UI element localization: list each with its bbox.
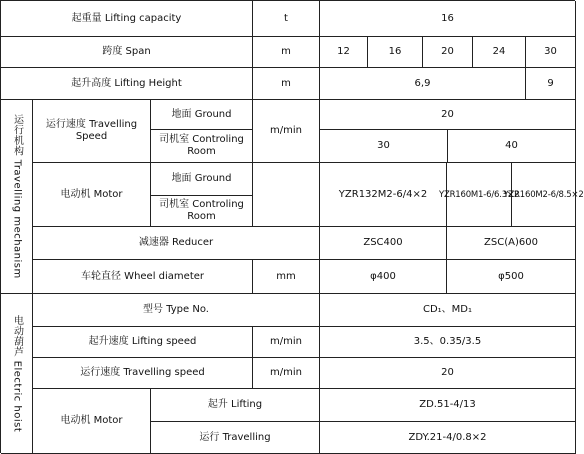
span-unit: m [253, 37, 320, 68]
hoist-type-label: 型号 Type No. [33, 294, 320, 327]
span-value: 24 [473, 37, 526, 68]
hoist-travelling-speed-value: 20 [320, 358, 576, 389]
reducer-value: ZSC(A)600 [447, 227, 576, 260]
travelling-speed-room-label: 司机室 Controling Room [151, 130, 253, 163]
span-value: 12 [320, 37, 368, 68]
travelling-motor-unit-blank [253, 163, 320, 227]
lifting-capacity-label: 起重量 Lifting capacity [1, 1, 253, 37]
hoist-motor-label: 电动机 Motor [33, 389, 151, 454]
lifting-height-value: 9 [526, 68, 576, 100]
hoist-travelling-speed-label: 运行速度 Travelling speed [33, 358, 253, 389]
travelling-motor-value: YZR160M1-6/6.3×2 [447, 163, 512, 227]
travelling-speed-label: 运行速度 Travelling Speed [33, 100, 151, 163]
hoist-lifting-speed-value: 3.5、0.35/3.5 [320, 327, 576, 358]
wheel-diameter-label: 车轮直径 Wheel diameter [33, 260, 253, 294]
span-label: 跨度 Span [1, 37, 253, 68]
travelling-motor-room-label: 司机室 Controling Room [151, 196, 253, 227]
span-value: 16 [368, 37, 423, 68]
hoist-travelling-speed-unit: m/min [253, 358, 320, 389]
hoist-motor-travelling-value: ZDY.21-4/0.8×2 [320, 422, 576, 454]
lifting-capacity-unit: t [253, 1, 320, 37]
hoist-motor-lifting-value: ZD.51-4/13 [320, 389, 576, 422]
electric-hoist-group-label: 电动葫芦 Electric hoist [1, 294, 33, 454]
wheel-diameter-value: φ500 [447, 260, 576, 294]
wheel-diameter-value: φ400 [320, 260, 447, 294]
reducer-value: ZSC400 [320, 227, 447, 260]
lifting-height-label: 起升高度 Lifting Height [1, 68, 253, 100]
travelling-mechanism-group-label: 运行机构 Travelling mechanism [1, 100, 33, 294]
travelling-speed-room-value: 40 [448, 130, 576, 163]
travelling-motor-ground-label: 地面 Ground [151, 163, 253, 196]
span-value: 20 [423, 37, 473, 68]
hoist-motor-travelling-label: 运行 Travelling [151, 422, 320, 454]
lifting-height-value: 6,9 [320, 68, 526, 100]
hoist-lifting-speed-label: 起升速度 Lifting speed [33, 327, 253, 358]
span-value: 30 [526, 37, 576, 68]
travelling-speed-ground-label: 地面 Ground [151, 100, 253, 130]
travelling-motor-value: YZR132M2-6/4×2 [320, 163, 447, 227]
hoist-type-value: CD₁、MD₁ [320, 294, 576, 327]
travelling-speed-unit: m/min [253, 100, 320, 163]
reducer-label: 减速器 Reducer [33, 227, 320, 260]
wheel-diameter-unit: mm [253, 260, 320, 294]
hoist-motor-lifting-label: 起升 Lifting [151, 389, 320, 422]
travelling-motor-label: 电动机 Motor [33, 163, 151, 227]
hoist-lifting-speed-unit: m/min [253, 327, 320, 358]
lifting-height-unit: m [253, 68, 320, 100]
lifting-capacity-value: 16 [320, 1, 576, 37]
travelling-speed-ground-value: 20 [320, 100, 576, 130]
travelling-motor-value: YZR160M2-6/8.5×2 [512, 163, 576, 227]
travelling-speed-room-value: 30 [320, 130, 448, 163]
